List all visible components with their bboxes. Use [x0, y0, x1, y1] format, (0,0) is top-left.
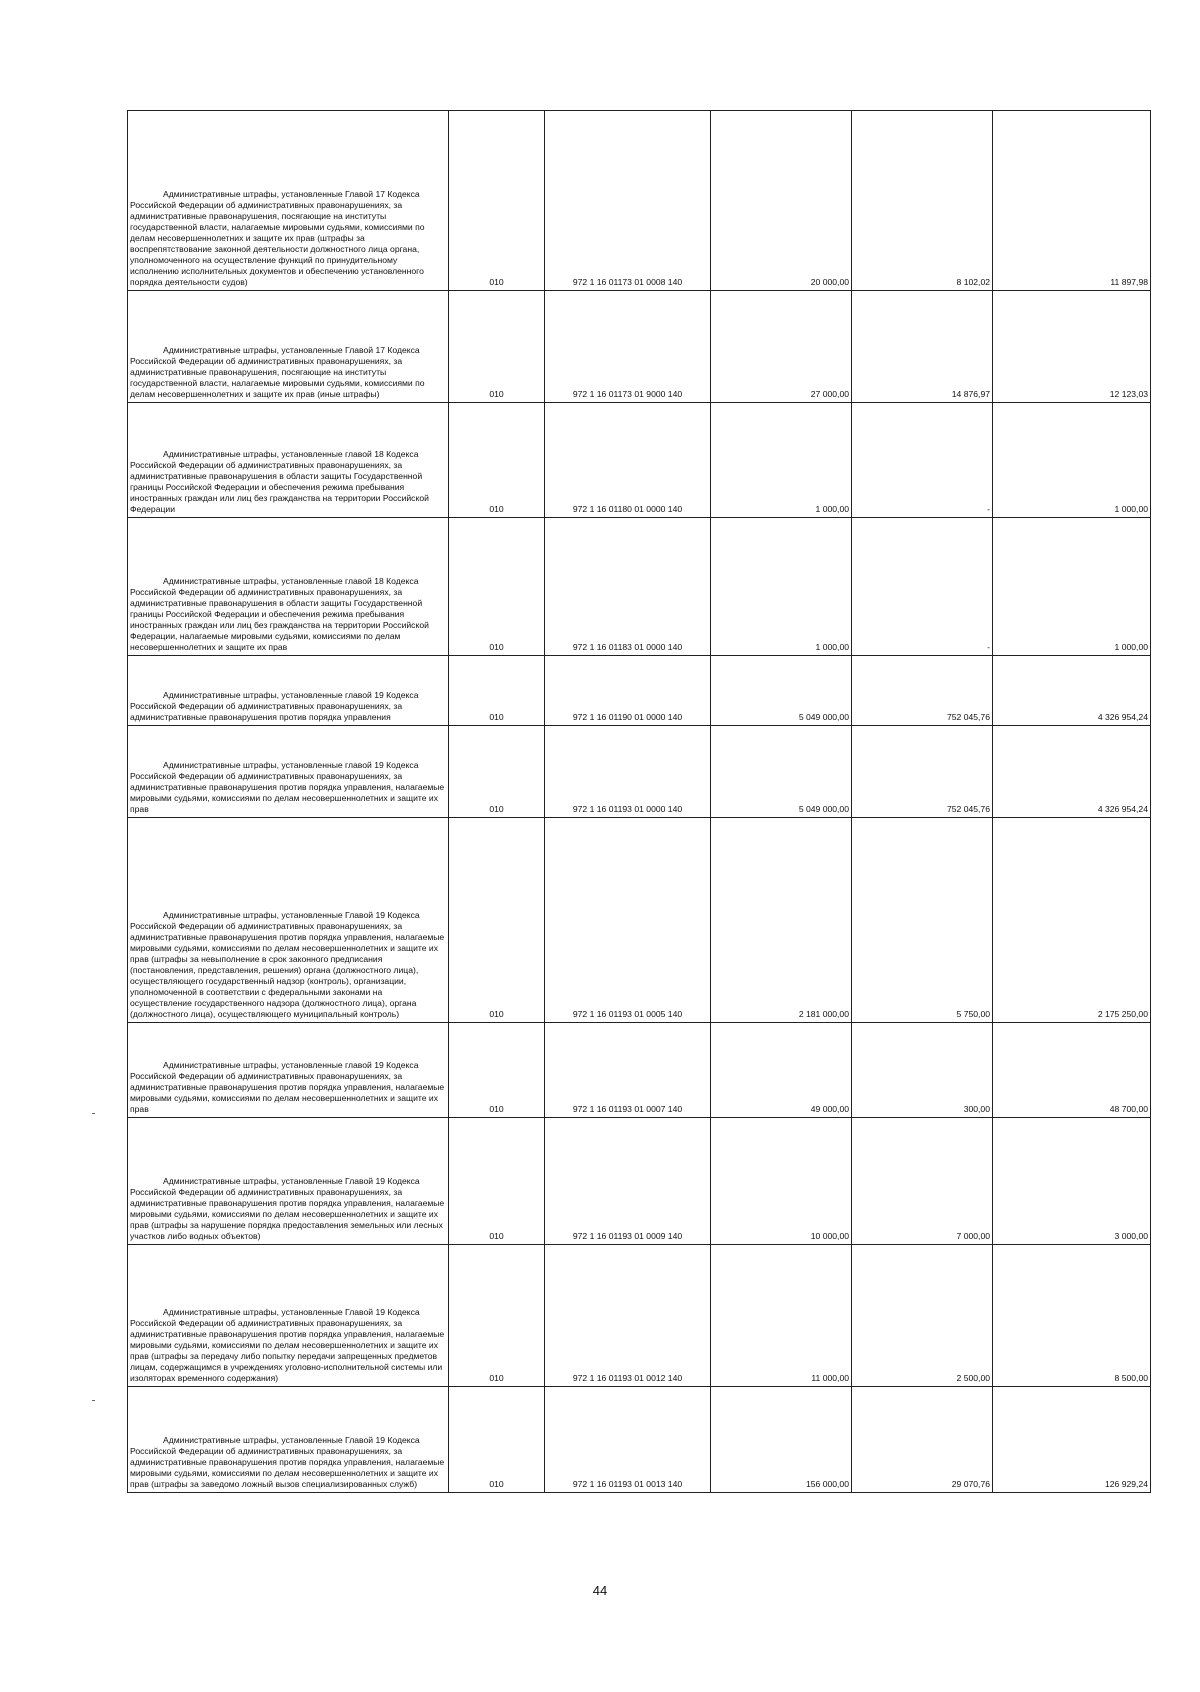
income-name-cell: Административные штрафы, установленные Главой 19 Кодекса Российской Федерации об административных правонарушениях, за административные правонарушения против порядка управления, налагаемые мировыми судьями, комиссиями по делам несовершеннолетних и защите их прав (штрафы за передачу либо попытку передачи запрещенных предметов лицам, содержащимся в учреждениях уголовно-исполнительной системы или изоляторах временного содержания): [128, 1245, 449, 1387]
table-row: [128, 111, 1151, 291]
unexecuted-amount-cell: 2 175 250,00: [993, 818, 1151, 1023]
approved-amount-cell: 5 049 000,00: [711, 726, 852, 818]
approved-amount-cell: 27 000,00: [711, 291, 852, 403]
unexecuted-amount-cell: 126 929,24: [993, 1387, 1151, 1493]
line-code-cell: 010: [449, 726, 545, 818]
line-code-cell: 010: [449, 403, 545, 518]
table-row: [128, 1118, 1151, 1245]
table-row: [128, 818, 1151, 1023]
income-name-cell: Административные штрафы, установленные Главой 19 Кодекса Российской Федерации об административных правонарушениях, за административные правонарушения против порядка управления, налагаемые мировыми судьями, комиссиями по делам несовершеннолетних и защите их прав (штрафы за заведомо ложный вызов специализированных служб): [128, 1387, 449, 1493]
unexecuted-amount-cell: 4 326 954,24: [993, 656, 1151, 726]
line-code-cell: 010: [449, 111, 545, 291]
income-name-cell: Административные штрафы, установленные Главой 17 Кодекса Российской Федерации об административных правонарушениях, за административные правонарушения, посягающие на институты государственной власти, налагаемые мировыми судьями, комиссиями по делам несовершеннолетних и защите их прав (штрафы за воспрепятствование законной деятельности должностного лица органа, уполномоченного на осуществление функций по принудительному исполнению исполнительных документов и обеспечению установленного порядка деятельности судов): [128, 111, 449, 291]
budget-code-cell: 972 1 16 01193 01 0000 140: [545, 726, 711, 818]
line-code-cell: 010: [449, 291, 545, 403]
page-number: 44: [592, 1583, 608, 1598]
unexecuted-amount-cell: 12 123,03: [993, 291, 1151, 403]
unexecuted-amount-cell: 48 700,00: [993, 1023, 1151, 1118]
executed-amount-cell: 752 045,76: [852, 656, 993, 726]
table-row: [128, 656, 1151, 726]
approved-amount-cell: 49 000,00: [711, 1023, 852, 1118]
budget-code-cell: 972 1 16 01180 01 0000 140: [545, 403, 711, 518]
table-row: [128, 1387, 1151, 1493]
budget-code-cell: 972 1 16 01193 01 0007 140: [545, 1023, 711, 1118]
income-name-cell: Административные штрафы, установленные главой 19 Кодекса Российской Федерации об административных правонарушениях, за административные правонарушения против порядка управления, налагаемые мировыми судьями, комиссиями по делам несовершеннолетних и защите их прав: [128, 726, 449, 818]
approved-amount-cell: 10 000,00: [711, 1118, 852, 1245]
line-code-cell: 010: [449, 1387, 545, 1493]
income-name-cell: Административные штрафы, установленные главой 19 Кодекса Российской Федерации об административных правонарушениях, за административные правонарушения против порядка управления, налагаемые мировыми судьями, комиссиями по делам несовершеннолетних и защите их прав: [128, 1023, 449, 1118]
approved-amount-cell: 1 000,00: [711, 518, 852, 656]
income-name-cell: Административные штрафы, установленные Главой 17 Кодекса Российской Федерации об административных правонарушениях, за административные правонарушения, посягающие на институты государственной власти, налагаемые мировыми судьями, комиссиями по делам несовершеннолетних и защите их прав (иные штрафы): [128, 291, 449, 403]
unexecuted-amount-cell: 8 500,00: [993, 1245, 1151, 1387]
table-row: [128, 518, 1151, 656]
budget-code-cell: 972 1 16 01193 01 0005 140: [545, 818, 711, 1023]
line-code-cell: 010: [449, 1118, 545, 1245]
approved-amount-cell: 5 049 000,00: [711, 656, 852, 726]
budget-code-cell: 972 1 16 01193 01 0012 140: [545, 1245, 711, 1387]
executed-amount-cell: 7 000,00: [852, 1118, 993, 1245]
executed-amount-cell: 5 750,00: [852, 818, 993, 1023]
line-code-cell: 010: [449, 818, 545, 1023]
executed-amount-cell: 14 876,97: [852, 291, 993, 403]
table-row: [128, 291, 1151, 403]
line-code-cell: 010: [449, 518, 545, 656]
table-row: [128, 403, 1151, 518]
unexecuted-amount-cell: 11 897,98: [993, 111, 1151, 291]
executed-amount-cell: 29 070,76: [852, 1387, 993, 1493]
approved-amount-cell: 11 000,00: [711, 1245, 852, 1387]
line-code-cell: 010: [449, 1023, 545, 1118]
scan-speck: [92, 1113, 95, 1114]
unexecuted-amount-cell: 3 000,00: [993, 1118, 1151, 1245]
approved-amount-cell: 1 000,00: [711, 403, 852, 518]
scan-speck: [92, 1400, 95, 1401]
budget-code-cell: 972 1 16 01190 01 0000 140: [545, 656, 711, 726]
executed-amount-cell: 300,00: [852, 1023, 993, 1118]
budget-code-cell: 972 1 16 01183 01 0000 140: [545, 518, 711, 656]
approved-amount-cell: 156 000,00: [711, 1387, 852, 1493]
executed-amount-cell: -: [852, 403, 993, 518]
income-name-cell: Административные штрафы, установленные Главой 19 Кодекса Российской Федерации об административных правонарушениях, за административные правонарушения против порядка управления, налагаемые мировыми судьями, комиссиями по делам несовершеннолетних и защите их прав (штрафы за невыполнение в срок законного предписания (постановления, представления, решения) органа (должностного лица), осуществляющего государственный надзор (контроль), организации, уполномоченной в соответствии с федеральными законами на осуществление государственного надзора (должностного лица), органа (должностного лица), осуществляющего муниципальный контроль): [128, 818, 449, 1023]
unexecuted-amount-cell: 4 326 954,24: [993, 726, 1151, 818]
budget-code-cell: 972 1 16 01193 01 0009 140: [545, 1118, 711, 1245]
approved-amount-cell: 2 181 000,00: [711, 818, 852, 1023]
budget-code-cell: 972 1 16 01193 01 0013 140: [545, 1387, 711, 1493]
executed-amount-cell: 8 102,02: [852, 111, 993, 291]
executed-amount-cell: 752 045,76: [852, 726, 993, 818]
line-code-cell: 010: [449, 656, 545, 726]
budget-code-cell: 972 1 16 01173 01 9000 140: [545, 291, 711, 403]
executed-amount-cell: -: [852, 518, 993, 656]
unexecuted-amount-cell: 1 000,00: [993, 518, 1151, 656]
unexecuted-amount-cell: 1 000,00: [993, 403, 1151, 518]
executed-amount-cell: 2 500,00: [852, 1245, 993, 1387]
income-name-cell: Административные штрафы, установленные главой 18 Кодекса Российской Федерации об административных правонарушениях, за административные правонарушения в области защиты Государственной границы Российской Федерации и обеспечения режима пребывания иностранных граждан или лиц без гражданства на территории Российской Федерации: [128, 403, 449, 518]
income-name-cell: Административные штрафы, установленные Главой 19 Кодекса Российской Федерации об административных правонарушениях, за административные правонарушения против порядка управления, налагаемые мировыми судьями, комиссиями по делам несовершеннолетних и защите их прав (штрафы за нарушение порядка предоставления земельных или лесных участков либо водных объектов): [128, 1118, 449, 1245]
budget-revenue-table: [127, 110, 1151, 1493]
income-name-cell: Административные штрафы, установленные главой 19 Кодекса Российской Федерации об административных правонарушениях, за административные правонарушения против порядка управления: [128, 656, 449, 726]
table-row: [128, 726, 1151, 818]
table-row: [128, 1023, 1151, 1118]
approved-amount-cell: 20 000,00: [711, 111, 852, 291]
table-row: [128, 1245, 1151, 1387]
budget-code-cell: 972 1 16 01173 01 0008 140: [545, 111, 711, 291]
income-name-cell: Административные штрафы, установленные главой 18 Кодекса Российской Федерации об административных правонарушениях, за административные правонарушения в области защиты Государственной границы Российской Федерации и обеспечения режима пребывания иностранных граждан или лиц без гражданства на территории Российской Федерации, налагаемые мировыми судьями, комиссиями по делам несовершеннолетних и защите их прав: [128, 518, 449, 656]
line-code-cell: 010: [449, 1245, 545, 1387]
